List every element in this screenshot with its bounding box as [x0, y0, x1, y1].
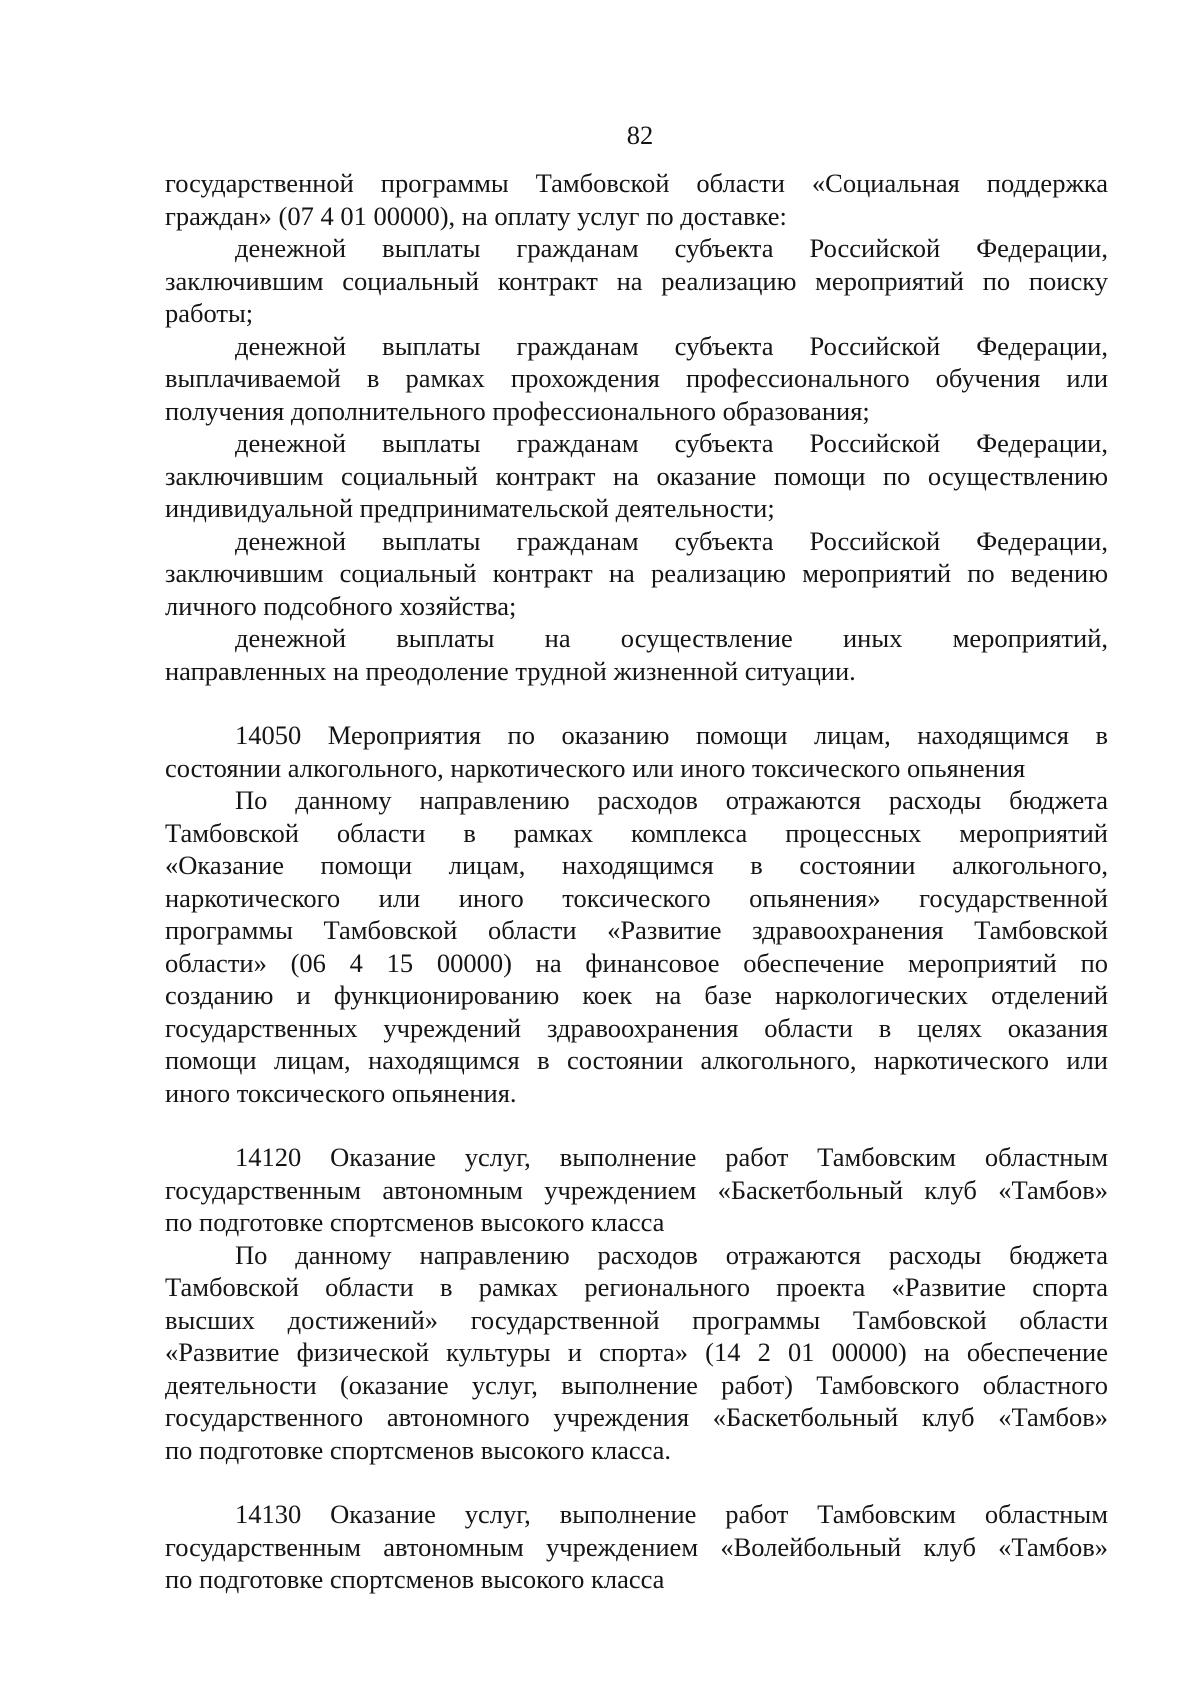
text-line: выплачиваемой в рамках прохождения профессионального обучения или	[165, 363, 1108, 393]
text-line: состоянии алкогольного, наркотического или иного токсического опьянения	[165, 752, 1026, 783]
text-line: Тамбовской области в рамках комплекса процессных мероприятий	[165, 817, 1108, 848]
text-line: деятельности (оказание услуг, выполнение работ) Тамбовского областного	[165, 1369, 1108, 1400]
text-line: заключившим социальный контракт на реализацию мероприятий по ведению	[165, 558, 1108, 588]
text-line: заключившим социальный контракт на оказание помощи по осуществлению	[165, 460, 1108, 491]
text-line: Тамбовской области в рамках регионального проекта «Развитие спорта	[165, 1272, 1108, 1302]
section-body-14120	[165, 1239, 1108, 1467]
text-line: государственных учреждений здравоохранения области в целях оказания	[165, 1012, 1108, 1043]
text-line: «Оказание помощи лицам, находящимся в состоянии алкогольного,	[165, 850, 1108, 880]
text-line: созданию и функционированию коек на базе наркологических отделений	[165, 980, 1108, 1010]
text-line: получения дополнительного профессионального образования;	[165, 395, 870, 426]
paragraph-item-2	[165, 330, 1108, 428]
text-line: денежной выплаты гражданам субъекта Российской Федерации,	[235, 428, 1108, 458]
text-line: личного подсобного хозяйства;	[165, 590, 517, 621]
text-line: 14120 Оказание услуг, выполнение работ Тамбовским областным	[235, 1142, 1108, 1172]
text-line: программы Тамбовской области «Развитие здравоохранения Тамбовской	[165, 915, 1108, 945]
paragraph-item-3	[165, 427, 1108, 525]
text-line: по подготовке спортсменов высокого класса	[165, 1564, 665, 1594]
text-line: денежной выплаты на осуществление иных мероприятий,	[235, 623, 1108, 653]
text-line: денежной выплаты гражданам субъекта Российской Федерации,	[235, 330, 1108, 361]
page-number: 82	[626, 120, 654, 150]
text-line: денежной выплаты гражданам субъекта Российской Федерации,	[235, 525, 1108, 556]
text-line: граждан» (07 4 01 00000), на оплату услуг по доставке:	[165, 200, 787, 231]
text-line: 14130 Оказание услуг, выполнение работ Тамбовским областным	[235, 1499, 1108, 1529]
text-line: денежной выплаты гражданам субъекта Российской Федерации,	[235, 233, 1108, 263]
paragraph-continuation	[165, 167, 1108, 232]
text-line: по подготовке спортсменов высокого класса.	[165, 1434, 672, 1465]
text-line: работы;	[165, 298, 254, 328]
text-line: направленных на преодоление трудной жизненной ситуации.	[165, 655, 856, 686]
text-line: По данному направлению расходов отражаются расходы бюджета	[235, 1239, 1108, 1270]
text-line: наркотического или иного токсического опьянения» государственной	[165, 882, 1108, 913]
text-line: по подготовке спортсменов высокого класса	[165, 1207, 665, 1237]
text-line: государственным автономным учреждением «Волейбольный клуб «Тамбов»	[165, 1531, 1108, 1562]
section-heading-14050	[165, 719, 1108, 784]
text-line: заключившим социальный контракт на реализацию мероприятий по поиску	[165, 265, 1108, 296]
text-line: «Развитие физической культуры и спорта» (14 2 01 00000) на обеспечение	[165, 1337, 1108, 1367]
text-line: По данному направлению расходов отражаются расходы бюджета	[235, 785, 1108, 815]
text-line: индивидуальной предпринимательской деятельности;	[165, 493, 775, 523]
section-heading-14130	[165, 1498, 1108, 1596]
text-line: иного токсического опьянения.	[165, 1077, 517, 1108]
paragraph-item-1	[165, 232, 1108, 330]
text-line: высших достижений» государственной программы Тамбовской области	[165, 1304, 1108, 1335]
paragraph-item-5	[165, 622, 1108, 687]
text-line: государственной программы Тамбовской области «Социальная поддержка	[165, 168, 1108, 198]
text-line: помощи лицам, находящимся в состоянии алкогольного, наркотического или	[165, 1045, 1108, 1075]
text-line: государственного автономного учреждения «Баскетбольный клуб «Тамбов»	[165, 1402, 1108, 1432]
text-line: области» (06 4 15 00000) на финансовое обеспечение мероприятий по	[165, 947, 1108, 978]
section-body-14050	[165, 784, 1108, 1109]
text-line: государственным автономным учреждением «Баскетбольный клуб «Тамбов»	[165, 1174, 1108, 1205]
paragraph-item-4	[165, 525, 1108, 623]
text-line: 14050 Мероприятия по оказанию помощи лицам, находящимся в	[235, 720, 1108, 750]
section-heading-14120	[165, 1141, 1108, 1239]
document-body	[165, 167, 1108, 1596]
